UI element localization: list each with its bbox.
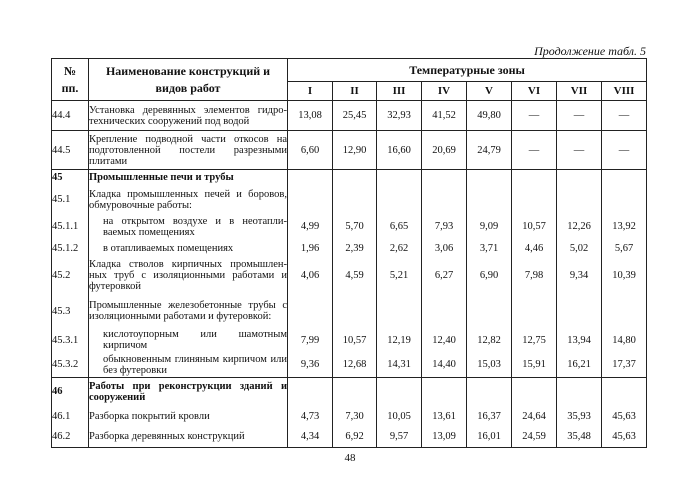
zone-value (602, 170, 647, 186)
zone-value: 2,62 (377, 240, 422, 257)
row-number: 45.2 (52, 257, 89, 295)
zone-value (512, 378, 557, 406)
zone-value: 7,30 (333, 406, 377, 427)
zone-value: 12,82 (467, 328, 512, 353)
zone-value: 3,06 (422, 240, 467, 257)
table-row (52, 257, 647, 295)
zone-value: 6,92 (333, 427, 377, 448)
header-number-line1: № (63, 63, 77, 78)
zone-value (512, 186, 557, 214)
table-row (52, 295, 647, 328)
zone-value (512, 170, 557, 186)
table-row (52, 378, 647, 406)
zone-value: 16,01 (467, 427, 512, 448)
zone-value: 10,39 (602, 257, 647, 295)
zone-value: 5,70 (333, 214, 377, 240)
zone-value: 9,34 (557, 257, 602, 295)
row-number: 44.4 (52, 101, 89, 131)
zone-value: 5,67 (602, 240, 647, 257)
row-name: Установка деревянных элементов гидро-технических сооружений под водой (89, 101, 288, 131)
zone-value: 35,48 (557, 427, 602, 448)
zone-value: 13,92 (602, 214, 647, 240)
row-number: 46 (52, 378, 89, 406)
zone-value (422, 170, 467, 186)
zone-value: 6,60 (288, 131, 333, 170)
zone-value (377, 378, 422, 406)
zone-value: 12,90 (333, 131, 377, 170)
header-number (52, 59, 89, 101)
zone-value: — (557, 101, 602, 131)
zone-value: 13,09 (422, 427, 467, 448)
zone-value: 9,36 (288, 353, 333, 378)
table-row (52, 427, 647, 448)
zone-value: 14,40 (422, 353, 467, 378)
zone-value (467, 378, 512, 406)
row-name: Промышленные железобетонные трубы с изоляционными работами и футеровкой: (89, 295, 288, 328)
row-number: 45.3.2 (52, 353, 89, 378)
zone-value: 9,57 (377, 427, 422, 448)
row-name: Промышленные печи и трубы (89, 170, 288, 186)
zone-value: 17,37 (602, 353, 647, 378)
zone-value: 32,93 (377, 101, 422, 131)
zone-value: 4,46 (512, 240, 557, 257)
table-row (52, 353, 647, 378)
zone-value (602, 295, 647, 328)
header-zone: II (333, 82, 377, 101)
zone-value (333, 170, 377, 186)
zone-value (333, 295, 377, 328)
row-number: 46.1 (52, 406, 89, 427)
header-name-line1: Наименование конструкций и (105, 63, 271, 78)
row-name: на открытом воздухе и в неотапли-ваемых помещениях (89, 214, 288, 240)
zone-value: 7,98 (512, 257, 557, 295)
zone-value: 45,63 (602, 406, 647, 427)
row-number: 44.5 (52, 131, 89, 170)
zone-value (512, 295, 557, 328)
zone-value (422, 186, 467, 214)
row-name: Кладка стволов кирпичных промышлен-ных труб с изоляционными работами и футеровкой (89, 257, 288, 295)
zone-value (288, 170, 333, 186)
header-zone: VIII (602, 82, 647, 101)
zone-value (557, 378, 602, 406)
zone-value: 12,68 (333, 353, 377, 378)
zone-value (467, 186, 512, 214)
header-name-line2: видов работ (155, 80, 221, 95)
header-zones-title: Температурные зоны (288, 59, 647, 82)
zone-value: 16,60 (377, 131, 422, 170)
zone-value: 14,80 (602, 328, 647, 353)
zone-value: 14,31 (377, 353, 422, 378)
header-number-line2: пп. (61, 80, 79, 95)
row-name: в отапливаемых помещениях (89, 240, 288, 257)
zone-value: 25,45 (333, 101, 377, 131)
zone-value: 9,09 (467, 214, 512, 240)
header-zone: I (288, 82, 333, 101)
header-zone: IV (422, 82, 467, 101)
table-row (52, 406, 647, 427)
table-row (52, 328, 647, 353)
header-zone: VII (557, 82, 602, 101)
zone-value: — (602, 101, 647, 131)
table-row (52, 131, 647, 170)
zone-value: 10,57 (512, 214, 557, 240)
page-number: 48 (344, 452, 356, 464)
header-zone: VI (512, 82, 557, 101)
row-name: обыкновенным глиняным кирпичом или без футеровки (89, 353, 288, 378)
temperature-zones-table (51, 58, 647, 448)
header-zone: III (377, 82, 422, 101)
row-number: 45.3 (52, 295, 89, 328)
header-zone: V (467, 82, 512, 101)
row-name: Кладка промышленных печей и боровов, обмуровочные работы: (89, 186, 288, 214)
zone-value (288, 378, 333, 406)
zone-value: 4,34 (288, 427, 333, 448)
row-number: 45.1.2 (52, 240, 89, 257)
zone-value: 12,40 (422, 328, 467, 353)
zone-value: 4,06 (288, 257, 333, 295)
zone-value: 10,57 (333, 328, 377, 353)
zone-value: 6,27 (422, 257, 467, 295)
zone-value: 16,37 (467, 406, 512, 427)
zone-value: 49,80 (467, 101, 512, 131)
zone-value (333, 186, 377, 214)
zone-value: 2,39 (333, 240, 377, 257)
zone-value: 41,52 (422, 101, 467, 131)
row-number: 45.1.1 (52, 214, 89, 240)
zone-value: 12,19 (377, 328, 422, 353)
zone-value: 6,90 (467, 257, 512, 295)
zone-value: 10,05 (377, 406, 422, 427)
zone-value: 20,69 (422, 131, 467, 170)
zone-value: 24,59 (512, 427, 557, 448)
table-row (52, 186, 647, 214)
row-number: 45.3.1 (52, 328, 89, 353)
zone-value (422, 295, 467, 328)
zone-value (602, 186, 647, 214)
header-name (89, 59, 288, 101)
zone-value: 13,94 (557, 328, 602, 353)
zone-value (557, 186, 602, 214)
zone-value: 1,96 (288, 240, 333, 257)
zone-value: — (557, 131, 602, 170)
row-name: Крепление подводной части откосов на подготовленной постели разрезными плитами (89, 131, 288, 170)
zone-value: 35,93 (557, 406, 602, 427)
table-row (52, 240, 647, 257)
zone-value: — (512, 101, 557, 131)
zone-value: 5,02 (557, 240, 602, 257)
zone-value: 24,79 (467, 131, 512, 170)
zone-value: 13,61 (422, 406, 467, 427)
zone-value: 7,99 (288, 328, 333, 353)
zone-value: 4,59 (333, 257, 377, 295)
zone-value: 7,93 (422, 214, 467, 240)
row-name: кислотоупорным или шамотным кирпичом (89, 328, 288, 353)
zone-value (422, 378, 467, 406)
zone-value (602, 378, 647, 406)
zone-value: — (512, 131, 557, 170)
row-name: Разборка покрытий кровли (89, 406, 288, 427)
row-number: 45.1 (52, 186, 89, 214)
row-name: Разборка деревянных конструкций (89, 427, 288, 448)
zone-value: 24,64 (512, 406, 557, 427)
zone-value (288, 295, 333, 328)
zone-value (377, 186, 422, 214)
zone-value: 13,08 (288, 101, 333, 131)
zone-value: 15,91 (512, 353, 557, 378)
table-body (52, 101, 647, 448)
zone-value (557, 170, 602, 186)
zone-value: 4,99 (288, 214, 333, 240)
zone-value: 12,75 (512, 328, 557, 353)
zone-value (467, 170, 512, 186)
zone-value (288, 186, 333, 214)
row-number: 46.2 (52, 427, 89, 448)
zone-value (333, 378, 377, 406)
row-number: 45 (52, 170, 89, 186)
zone-value: 3,71 (467, 240, 512, 257)
zone-value (467, 295, 512, 328)
zone-value (377, 170, 422, 186)
zone-value: 5,21 (377, 257, 422, 295)
zone-value: 4,73 (288, 406, 333, 427)
zone-value: — (602, 131, 647, 170)
continuation-caption: Продолжение табл. 5 (534, 44, 646, 58)
zone-value (557, 295, 602, 328)
zone-value: 16,21 (557, 353, 602, 378)
zone-value: 15,03 (467, 353, 512, 378)
zone-value: 6,65 (377, 214, 422, 240)
zone-value: 45,63 (602, 427, 647, 448)
table-row (52, 214, 647, 240)
zone-value: 12,26 (557, 214, 602, 240)
zone-value (377, 295, 422, 328)
table-row (52, 101, 647, 131)
table-row (52, 170, 647, 186)
row-name: Работы при реконструкции зданий и сооружений (89, 378, 288, 406)
